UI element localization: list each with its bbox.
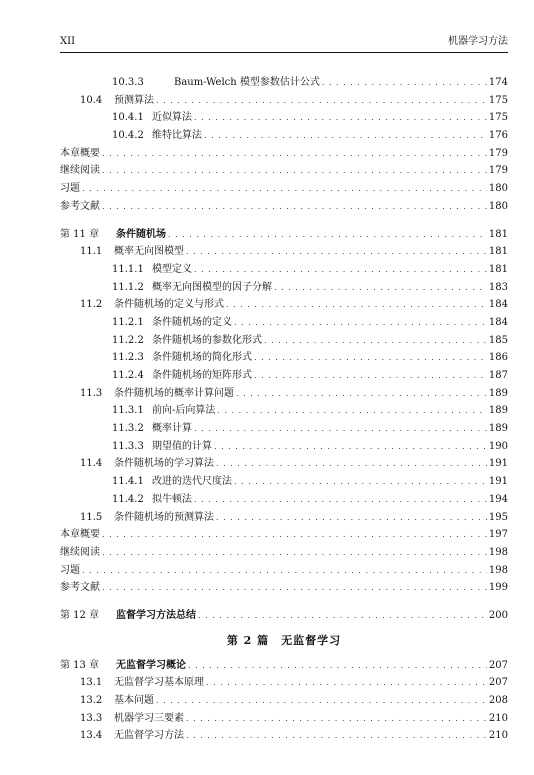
toc-entry-number: 13.3 (80, 712, 103, 724)
toc-entry-title: 无监督学习概论 (116, 659, 186, 671)
toc-entry-number: 11.3 (80, 387, 103, 399)
dot-leader (254, 349, 487, 367)
toc-entry-title: 条件随机场的简化形式 (152, 352, 252, 364)
toc-entry-page: 181 (488, 228, 508, 240)
toc-entry[interactable] (60, 226, 508, 244)
toc-entry[interactable] (60, 349, 508, 367)
toc-entry-page: 207 (488, 677, 508, 689)
running-header (60, 36, 508, 53)
dot-leader (188, 657, 487, 675)
dot-leader (102, 162, 487, 180)
dot-leader (217, 402, 487, 420)
table-of-contents (60, 74, 508, 745)
toc-entry-title: 习题 (60, 183, 80, 195)
dot-leader (194, 109, 487, 127)
toc-entry[interactable] (60, 674, 508, 692)
toc-entry[interactable] (60, 526, 508, 544)
toc-entry-title: 概率无向图模型 (114, 246, 184, 258)
toc-entry-page: 189 (488, 405, 508, 417)
toc-entry-number: 第 13 章 (60, 659, 100, 671)
toc-entry[interactable] (60, 385, 508, 403)
toc-entry-number: 10.3.3 (112, 77, 144, 88)
toc-entry[interactable] (60, 710, 508, 728)
toc-block-chapter-13 (60, 657, 508, 745)
toc-entry-title: 模型定义 (152, 263, 192, 275)
toc-entry[interactable] (60, 109, 508, 127)
toc-entry-title: 改进的迭代尺度法 (152, 476, 232, 488)
toc-entry[interactable] (60, 145, 508, 163)
toc-entry[interactable] (60, 657, 508, 675)
dot-leader (206, 674, 487, 692)
dot-leader (236, 385, 487, 403)
toc-entry[interactable] (60, 455, 508, 473)
toc-entry-title: 拟牛顿法 (152, 493, 192, 505)
toc-block-chapter-10-tail (60, 74, 508, 216)
toc-entry-page: 185 (488, 334, 508, 346)
dot-leader (82, 180, 487, 198)
toc-entry-page: 174 (488, 77, 508, 88)
toc-entry-number: 10.4.2 (112, 130, 144, 142)
toc-entry-title: 继续阅读 (60, 546, 100, 558)
toc-entry-page: 175 (488, 94, 508, 106)
toc-entry-title: 无监督学习基本原理 (114, 677, 204, 689)
dot-leader (168, 226, 487, 244)
dot-leader (156, 692, 487, 710)
toc-entry-page: 198 (488, 564, 508, 576)
book-title: 机器学习方法 (448, 36, 508, 47)
toc-entry-number: 11.3.2 (112, 423, 144, 435)
toc-entry-number: 11.4.2 (112, 493, 144, 505)
toc-entry-title: 条件随机场的矩阵形式 (152, 370, 252, 381)
toc-entry-page: 179 (488, 165, 508, 177)
dot-leader (194, 420, 487, 438)
dot-leader (216, 509, 487, 527)
toc-entry[interactable] (60, 243, 508, 261)
dot-leader (204, 127, 487, 145)
toc-entry-title: 监督学习方法总结 (116, 609, 196, 621)
toc-entry-page: 183 (488, 281, 508, 293)
toc-entry-number: 11.5 (80, 511, 103, 523)
toc-entry-page: 181 (488, 263, 508, 275)
toc-entry-page: 189 (488, 423, 508, 435)
toc-entry-page: 199 (488, 582, 508, 594)
toc-entry-number: 11.1.1 (112, 263, 144, 275)
toc-entry-page: 190 (488, 440, 508, 452)
dot-leader (322, 74, 487, 92)
toc-entry[interactable] (60, 162, 508, 180)
toc-entry-page: 197 (488, 529, 508, 541)
toc-entry[interactable] (60, 367, 508, 385)
dot-leader (186, 727, 487, 745)
toc-entry[interactable] (60, 692, 508, 710)
toc-entry[interactable] (60, 261, 508, 279)
toc-entry-page: 200 (488, 609, 508, 621)
dot-leader (226, 296, 487, 314)
toc-entry[interactable] (60, 296, 508, 314)
toc-entry-title: 参考文献 (60, 200, 100, 212)
dot-leader (102, 198, 487, 216)
toc-entry[interactable] (60, 438, 508, 456)
toc-entry-title: Baum-Welch 模型参数估计公式 (174, 77, 320, 88)
dot-leader (254, 367, 487, 385)
toc-entry[interactable] (60, 402, 508, 420)
toc-entry-title: 条件随机场的参数化形式 (152, 334, 262, 346)
toc-entry[interactable] (60, 544, 508, 562)
toc-entry-title: 继续阅读 (60, 165, 100, 177)
toc-entry-number: 11.2.2 (112, 334, 144, 346)
toc-entry[interactable] (60, 727, 508, 745)
toc-entry-title: 机器学习三要素 (114, 712, 184, 724)
toc-entry-page: 184 (488, 316, 508, 328)
toc-entry[interactable] (60, 127, 508, 145)
dot-leader (198, 607, 487, 625)
toc-entry[interactable] (60, 74, 508, 92)
toc-entry-title: 本章概要 (60, 147, 100, 159)
toc-entry-number: 11.1.2 (112, 281, 144, 293)
toc-entry-title: 条件随机场 (116, 228, 166, 240)
toc-entry-title: 无监督学习方法 (114, 730, 184, 742)
toc-entry-page: 191 (488, 476, 508, 488)
dot-leader (82, 562, 487, 580)
dot-leader (194, 491, 487, 509)
dot-leader (194, 261, 487, 279)
toc-entry-page: 184 (488, 299, 508, 311)
toc-entry-number: 11.3.3 (112, 440, 144, 452)
toc-entry-number: 10.4 (80, 94, 103, 106)
dot-leader (234, 473, 487, 491)
toc-entry-number: 10.4.1 (112, 112, 144, 124)
toc-entry[interactable] (60, 314, 508, 332)
toc-entry[interactable] (60, 509, 508, 527)
dot-leader (102, 526, 487, 544)
dot-leader (186, 243, 487, 261)
toc-entry-number: 第 12 章 (60, 609, 100, 621)
toc-entry-title: 前向-后向算法 (152, 405, 216, 417)
toc-entry-page: 198 (488, 546, 508, 558)
dot-leader (214, 438, 487, 456)
dot-leader (234, 314, 487, 332)
toc-entry-title: 条件随机场的概率计算问题 (114, 387, 234, 399)
toc-entry-title: 条件随机场的定义与形式 (114, 299, 224, 311)
toc-entry-number: 11.3.1 (112, 405, 144, 417)
toc-entry-title: 习题 (60, 564, 80, 576)
toc-entry-number: 13.4 (80, 730, 103, 742)
dot-leader (186, 710, 487, 728)
toc-entry-page: 189 (488, 387, 508, 399)
toc-entry[interactable] (60, 180, 508, 198)
toc-entry-number: 第 11 章 (60, 228, 100, 240)
toc-entry-number: 11.1 (80, 246, 103, 258)
toc-entry-page: 194 (488, 493, 508, 505)
toc-entry[interactable] (60, 491, 508, 509)
toc-entry[interactable] (60, 579, 508, 597)
toc-entry-page: 186 (488, 352, 508, 364)
page-number-roman: XII (60, 36, 76, 47)
toc-entry-page: 179 (488, 147, 508, 159)
toc-entry-page: 180 (488, 200, 508, 212)
toc-entry-title: 概率计算 (152, 423, 192, 435)
toc-entry[interactable] (60, 92, 508, 110)
toc-block-chapter-12 (60, 607, 508, 625)
toc-entry-title: 条件随机场的学习算法 (114, 458, 214, 470)
toc-entry-title: 期望值的计算 (152, 440, 212, 452)
toc-entry-number: 13.2 (80, 695, 103, 706)
part-title: 第 2 篇 无监督学习 (226, 633, 342, 647)
toc-entry-title: 条件随机场的预测算法 (114, 511, 214, 523)
toc-entry-title: 参考文献 (60, 582, 100, 594)
toc-entry-number: 11.2.1 (112, 316, 144, 328)
toc-entry[interactable] (60, 562, 508, 580)
toc-entry-number: 11.4 (80, 458, 103, 470)
toc-entry-title: 近似算法 (152, 112, 192, 124)
dot-leader (102, 544, 487, 562)
toc-entry-page: 181 (488, 246, 508, 258)
toc-entry-page: 208 (488, 695, 508, 706)
toc-entry-page: 210 (488, 730, 508, 742)
toc-entry-page: 187 (488, 370, 508, 381)
toc-entry-title: 概率无向图模型的因子分解 (152, 281, 272, 293)
toc-entry-page: 176 (488, 130, 508, 142)
toc-entry-title: 基本问题 (114, 695, 154, 706)
toc-entry-title: 维特比算法 (152, 130, 202, 142)
toc-entry[interactable] (60, 607, 508, 625)
toc-entry[interactable] (60, 198, 508, 216)
toc-entry-page: 191 (488, 458, 508, 470)
toc-entry-page: 207 (488, 659, 508, 671)
dot-leader (102, 145, 487, 163)
toc-entry-page: 175 (488, 112, 508, 124)
dot-leader (216, 455, 487, 473)
toc-entry[interactable] (60, 473, 508, 491)
dot-leader (156, 92, 487, 110)
toc-block-chapter-11 (60, 226, 508, 597)
toc-entry-number: 11.2.3 (112, 352, 144, 364)
toc-entry-number: 11.4.1 (112, 476, 144, 488)
toc-entry[interactable] (60, 420, 508, 438)
dot-leader (102, 579, 487, 597)
toc-entry-title: 预测算法 (114, 94, 154, 106)
toc-entry-number: 13.1 (80, 677, 103, 689)
toc-entry-page: 180 (488, 183, 508, 195)
toc-entry[interactable] (60, 279, 508, 297)
toc-entry-title: 本章概要 (60, 529, 100, 541)
dot-leader (264, 332, 487, 350)
toc-entry-title: 条件随机场的定义 (152, 316, 232, 328)
toc-entry-page: 195 (488, 511, 508, 523)
toc-entry-number: 11.2.4 (112, 370, 144, 381)
toc-entry[interactable] (60, 332, 508, 350)
toc-entry-number: 11.2 (80, 299, 103, 311)
dot-leader (274, 279, 487, 297)
toc-entry-page: 210 (488, 712, 508, 724)
